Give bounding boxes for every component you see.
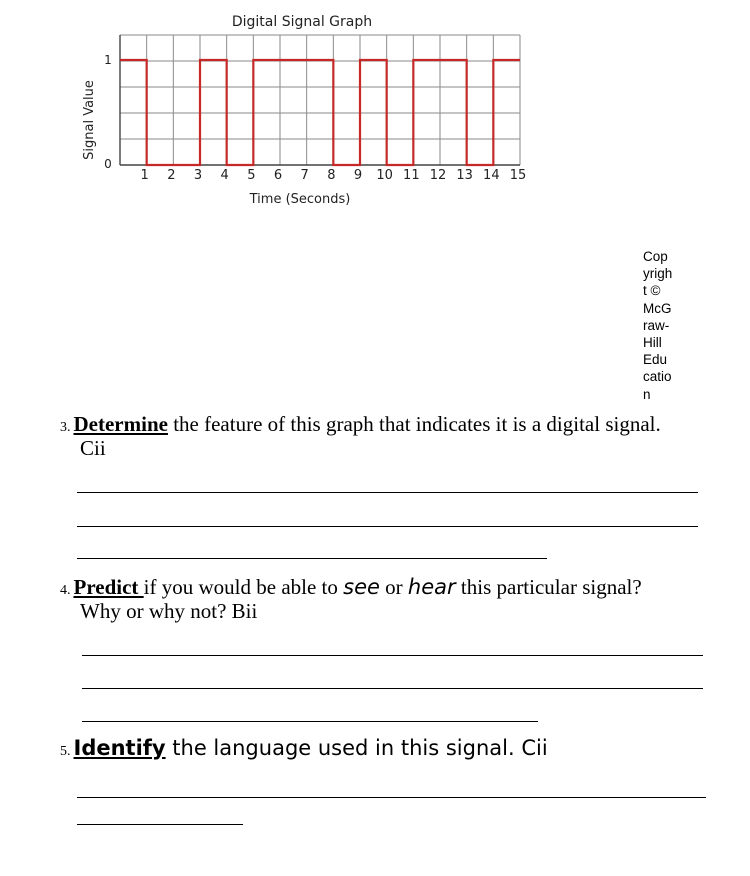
question-keyword: Predict (73, 575, 144, 599)
question-text: or (379, 575, 408, 599)
chart-axes (120, 35, 520, 165)
x-tick-label: 3 (193, 168, 203, 183)
answer-line[interactable] (77, 492, 698, 493)
question-text: this particular signal? (455, 575, 642, 599)
question-text: the feature of this graph that indicates it is a digital signal. (167, 412, 661, 436)
x-tick-label: 10 (376, 168, 393, 183)
x-tick-labels (141, 168, 527, 183)
answer-line[interactable] (82, 655, 703, 656)
x-tick-label: 9 (353, 168, 363, 183)
x-tick-label: 12 (429, 168, 447, 183)
answer-line[interactable] (77, 797, 706, 798)
question-4 (60, 575, 642, 623)
x-axis-label: Time (Seconds) (249, 192, 351, 207)
question-hear: hear (407, 575, 456, 599)
question-keyword: Identify (73, 736, 166, 760)
question-number: 5. (60, 744, 71, 759)
x-tick-label: 6 (273, 168, 283, 183)
question-text: if you would be able to (143, 575, 344, 599)
answer-line[interactable] (77, 558, 547, 559)
question-code: Why or why not? Bii (80, 599, 258, 623)
digital-signal-chart (0, 0, 560, 230)
x-tick-label: 8 (327, 168, 336, 183)
answer-line[interactable] (77, 526, 698, 527)
chart-svg (0, 0, 560, 230)
x-tick-label: 11 (403, 168, 420, 183)
x-tick-label: 15 (509, 168, 527, 183)
copyright-notice: Copyright © McGraw-Hill Education (643, 249, 673, 402)
y-tick-labels (104, 53, 112, 171)
x-tick-label: 4 (220, 168, 229, 183)
answer-line[interactable] (82, 688, 703, 689)
question-code: Cii (80, 436, 106, 460)
question-text: the language used in this signal. Cii (165, 736, 548, 760)
x-tick-label: 2 (167, 168, 176, 183)
x-tick-label: 13 (456, 168, 473, 183)
x-tick-label: 14 (483, 168, 500, 183)
question-number: 4. (60, 583, 71, 598)
x-tick-label: 1 (140, 168, 149, 183)
question-keyword: Determine (73, 412, 168, 436)
y-axis-label: Signal Value (82, 80, 97, 160)
x-tick-label: 7 (300, 168, 309, 183)
question-see: see (343, 575, 380, 599)
y-tick-label: 1 (104, 53, 112, 67)
question-5 (60, 736, 548, 761)
question-3 (60, 412, 661, 460)
answer-line[interactable] (82, 721, 538, 722)
chart-grid (120, 35, 520, 165)
answer-line[interactable] (77, 824, 243, 825)
y-tick-label: 0 (104, 157, 112, 171)
x-tick-label: 5 (247, 168, 256, 183)
question-number: 3. (60, 420, 71, 435)
chart-title: Digital Signal Graph (231, 14, 373, 30)
